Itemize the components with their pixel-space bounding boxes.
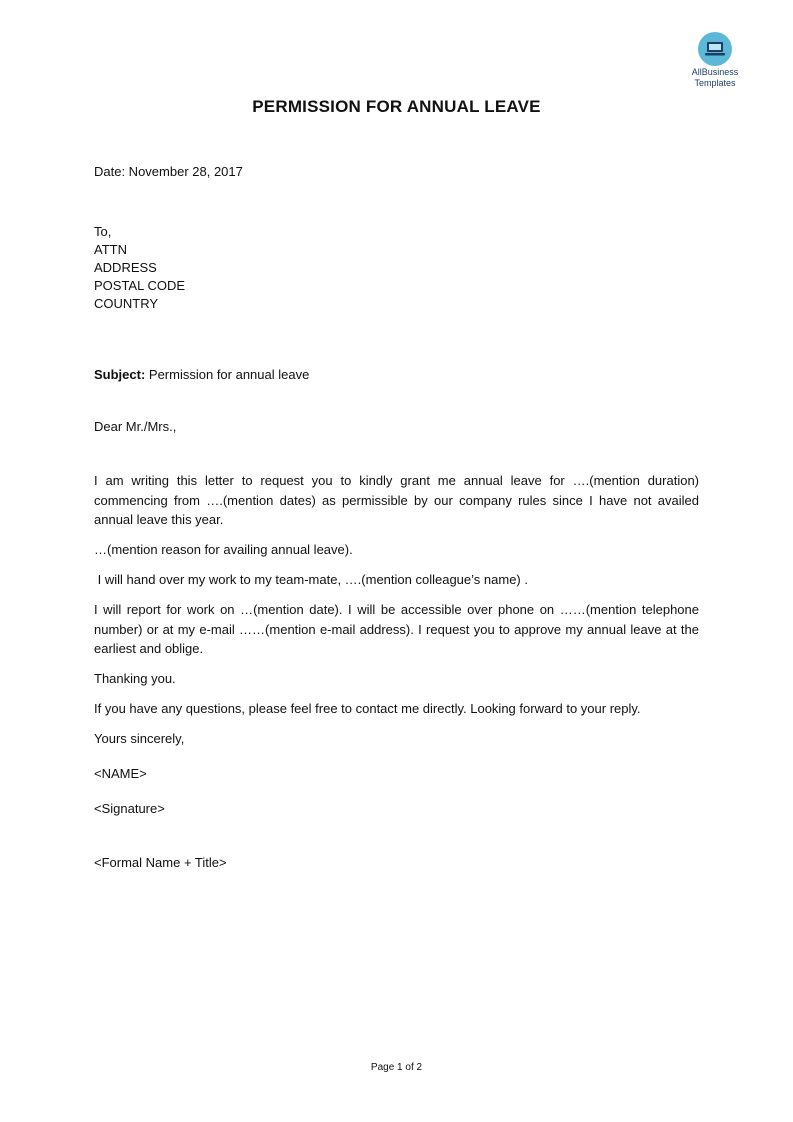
closing-name: <NAME>	[94, 766, 147, 781]
laptop-icon	[698, 32, 732, 66]
body-paragraph-3: I will hand over my work to my team-mate, ….(mention colleague’s name) .	[94, 572, 528, 587]
salutation: Dear Mr./Mrs.,	[94, 419, 177, 434]
body-paragraph-6: If you have any questions, please feel free to contact me directly. Looking forward to your reply.	[94, 701, 641, 716]
allbusiness-logo	[684, 32, 746, 88]
page-number: Page 1 of 2	[370, 1062, 423, 1073]
address-country: COUNTRY	[94, 296, 159, 311]
address-postal-code: POSTAL CODE	[94, 278, 186, 293]
address-address: ADDRESS	[94, 260, 157, 275]
document-title: PERMISSION FOR ANNUAL LEAVE	[252, 97, 541, 116]
closing-formal-name-title: <Formal Name + Title>	[94, 855, 227, 870]
subject-line	[94, 366, 309, 384]
closing-signature: <Signature>	[94, 801, 165, 816]
body-paragraph-4: I will report for work on …(mention date). I will be accessible over phone on ……(mention telephone number) or at my e-mail ……(mention e-mail address). I request you to approve my annual leave at the earliest and oblige.	[94, 602, 699, 656]
body-paragraph-5: Thanking you.	[94, 671, 176, 686]
date-line: Date: November 28, 2017	[94, 164, 243, 179]
body-paragraph-2: …(mention reason for availing annual leave).	[94, 542, 353, 557]
body-paragraph-7: Yours sincerely,	[94, 731, 185, 746]
body-paragraph-1: I am writing this letter to request you to kindly grant me annual leave for ….(mention duration) commencing from ….(mention dates) as permissible by our company rules since I have not availed annual leave this year.	[94, 473, 699, 527]
subject-label: Subject:	[94, 367, 146, 382]
logo-text-line2: Templates	[694, 78, 736, 88]
address-to: To,	[94, 224, 112, 239]
address-attn: ATTN	[94, 242, 127, 257]
subject-text: Permission for annual leave	[145, 367, 310, 382]
logo-text-line1: AllBusiness	[691, 67, 739, 77]
